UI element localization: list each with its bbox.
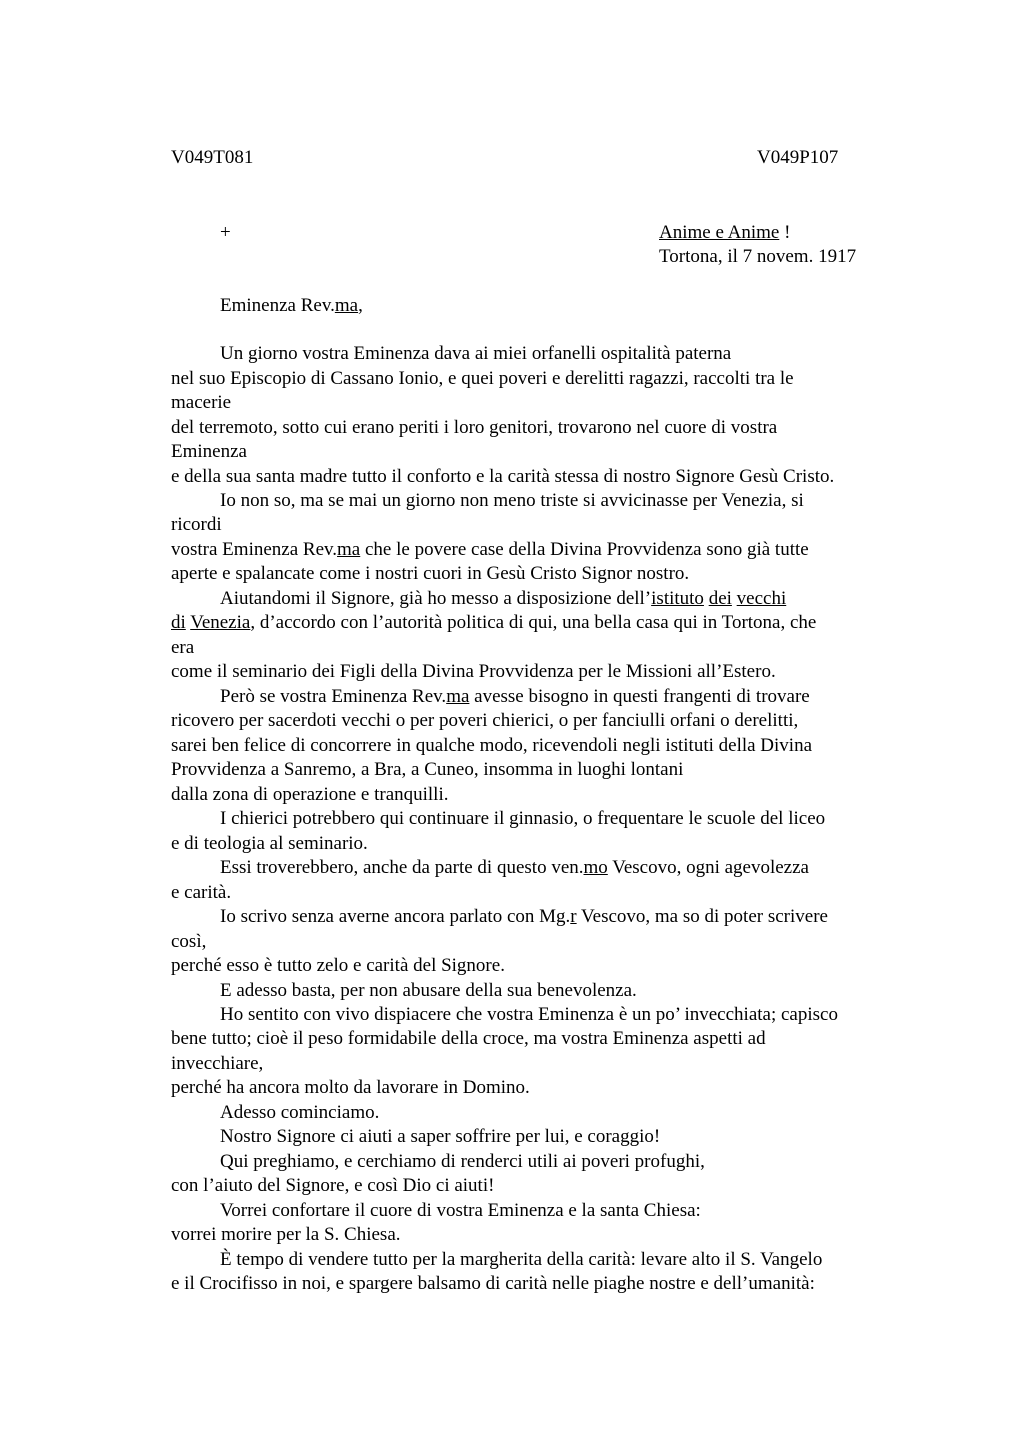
body-line	[220, 685, 810, 709]
body-line: perché esso è tutto zelo e carità del Signore.	[171, 955, 505, 976]
body-line: Nostro Signore ci aiuti a saper soffrire per lui, e coraggio!	[220, 1126, 661, 1147]
body-line: e di teologia al seminario.	[171, 833, 368, 854]
motto-underlined: Anime e Anime	[659, 222, 780, 243]
body-line	[220, 905, 828, 929]
body-line	[220, 856, 809, 880]
salutation-superscript: ma	[334, 295, 359, 316]
underlined-word: di	[171, 612, 186, 633]
body-line: con l’aiuto del Signore, e così Dio ci aiuti!	[171, 1175, 495, 1196]
body-line: e il Crocifisso in noi, e spargere balsamo di carità nelle piaghe nostre e dell’umanità:	[171, 1273, 815, 1294]
underlined-word: Venezia	[190, 612, 251, 633]
body-line: così,	[171, 931, 207, 952]
line-segment: Vescovo, ma so di poter scrivere	[576, 906, 828, 927]
salutation	[220, 295, 363, 317]
line-segment: , d’accordo con l’autorità politica di qui, una bella casa qui in Tortona, che	[250, 612, 817, 633]
header-left-code: V049T081	[171, 147, 254, 168]
body-line: bene tutto; cioè il peso formidabile della croce, ma vostra Eminenza aspetti ad	[171, 1028, 766, 1049]
body-line: Un giorno vostra Eminenza dava ai miei orfanelli ospitalità paterna	[220, 343, 732, 364]
line-segment: Essi troverebbero, anche da parte di questo ven.	[220, 857, 584, 878]
superscript-abbrev: ma	[337, 539, 361, 560]
body-line: aperte e spalancate come i nostri cuori in Gesù Cristo Signor nostro.	[171, 563, 690, 584]
body-line: Qui preghiamo, e cerchiamo di renderci utili ai poveri profughi,	[220, 1151, 705, 1172]
body-line: vorrei morire per la S. Chiesa.	[171, 1224, 401, 1245]
cross-symbol: +	[220, 222, 231, 243]
body-line	[171, 538, 809, 562]
header-right-code: V049P107	[757, 147, 839, 168]
salutation-comma: ,	[358, 295, 363, 316]
body-line: È tempo di vendere tutto per la margherita della carità: levare alto il S. Vangelo	[220, 1249, 823, 1270]
line-segment: avesse bisogno in questi frangenti di trovare	[469, 686, 810, 707]
body-line: invecchiare,	[171, 1053, 264, 1074]
body-line: macerie	[171, 392, 232, 413]
body-line: ricordi	[171, 514, 222, 535]
salutation-text: Eminenza Rev.	[220, 295, 335, 316]
body-line	[171, 611, 816, 635]
motto	[659, 222, 790, 244]
underlined-word: istituto	[651, 588, 704, 609]
body-line: Io non so, ma se mai un giorno non meno triste si avvicinasse per Venezia, si	[220, 490, 804, 511]
motto-exclamation: !	[779, 222, 791, 243]
underlined-word: vecchi	[736, 588, 787, 609]
body-line: e carità.	[171, 882, 232, 903]
underlined-word: dei	[708, 588, 732, 609]
body-line: nel suo Episcopio di Cassano Ionio, e quei poveri e derelitti ragazzi, raccolti tra le	[171, 368, 794, 389]
body-line: era	[171, 637, 195, 658]
line-segment: Aiutandomi il Signore, già ho messo a disposizione dell’	[220, 588, 652, 609]
body-line: perché ha ancora molto da lavorare in Domino.	[171, 1077, 530, 1098]
line-segment: Vescovo, ogni agevolezza	[607, 857, 809, 878]
body-line: e della sua santa madre tutto il conforto e la carità stessa di nostro Signore Gesù Cristo.	[171, 466, 835, 487]
body-line: Adesso cominciamo.	[220, 1102, 380, 1123]
body-line: E adesso basta, per non abusare della sua benevolenza.	[220, 980, 637, 1001]
body-line: Ho sentito con vivo dispiacere che vostra Eminenza è un po’ invecchiata; capisco	[220, 1004, 838, 1025]
body-line: dalla zona di operazione e tranquilli.	[171, 784, 449, 805]
superscript-abbrev: mo	[583, 857, 608, 878]
line-segment: Però se vostra Eminenza Rev.	[220, 686, 447, 707]
body-line: ricovero per sacerdoti vecchi o per poveri chierici, o per fanciulli orfani o derelitti,	[171, 710, 799, 731]
line-segment: che le povere case della Divina Provvidenza sono già tutte	[360, 539, 809, 560]
superscript-abbrev: r	[570, 906, 577, 927]
body-line: come il seminario dei Figli della Divina Provvidenza per le Missioni all’Estero.	[171, 661, 776, 682]
body-line	[220, 587, 786, 611]
line-segment: Io scrivo senza averne ancora parlato con Mg.	[220, 906, 571, 927]
place-date: Tortona, il 7 novem. 1917	[659, 246, 857, 267]
line-segment: vostra Eminenza Rev.	[171, 539, 338, 560]
body-line: del terremoto, sotto cui erano periti i loro genitori, trovarono nel cuore di vostra	[171, 417, 778, 438]
body-line: Eminenza	[171, 441, 247, 462]
body-line: I chierici potrebbero qui continuare il ginnasio, o frequentare le scuole del liceo	[220, 808, 826, 829]
body-line: Vorrei confortare il cuore di vostra Eminenza e la santa Chiesa:	[220, 1200, 701, 1221]
body-line: Provvidenza a Sanremo, a Bra, a Cuneo, insomma in luoghi lontani	[171, 759, 684, 780]
superscript-abbrev: ma	[446, 686, 470, 707]
body-line: sarei ben felice di concorrere in qualche modo, ricevendoli negli istituti della Divina	[171, 735, 813, 756]
